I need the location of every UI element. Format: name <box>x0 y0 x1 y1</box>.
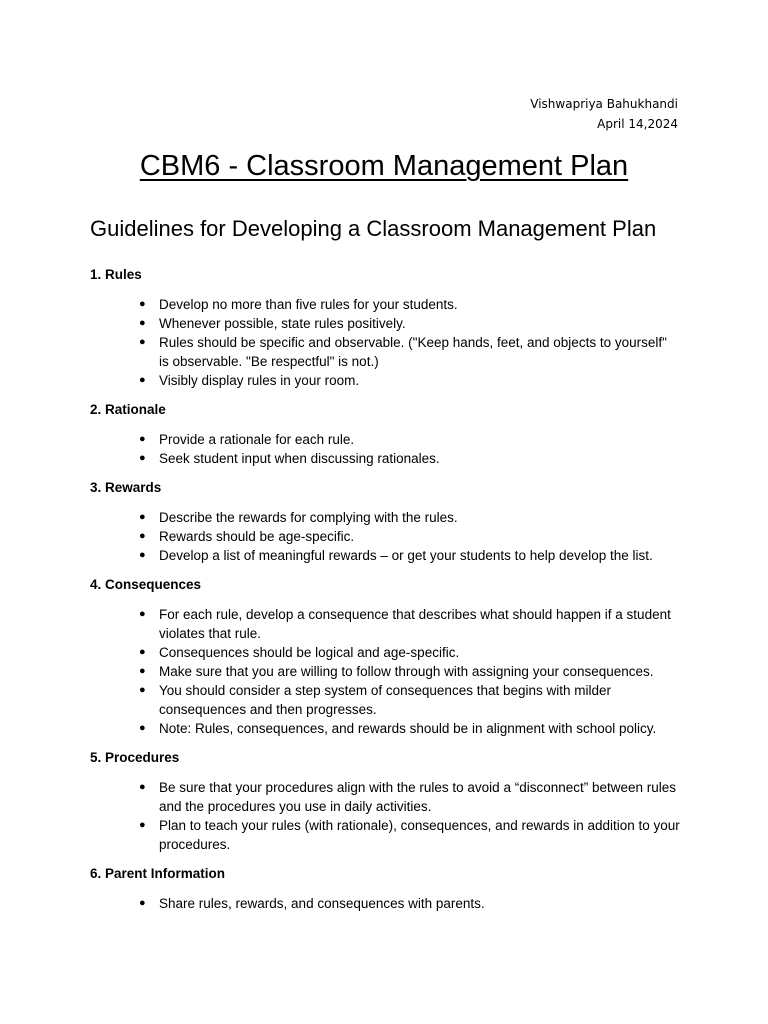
bullet-icon: ● <box>139 819 146 831</box>
bullet-icon: ● <box>139 298 146 310</box>
list-item <box>90 719 680 738</box>
list-item-text: Plan to teach your rules (with rationale), consequences, and rewards in addition to your procedures. <box>159 818 680 852</box>
bullet-icon: ● <box>139 781 146 793</box>
list-item <box>90 662 680 681</box>
list-item <box>90 430 680 449</box>
bullet-icon: ● <box>139 549 146 561</box>
list-item-text: Consequences should be logical and age-specific. <box>159 645 460 660</box>
list-item-text: Rewards should be age-specific. <box>159 529 355 544</box>
section-heading: 6. Parent Information <box>90 866 226 881</box>
list-item-text: You should consider a step system of consequences that begins with milder consequences and then progresses. <box>159 683 612 717</box>
section-heading: 3. Rewards <box>90 480 162 495</box>
bullet-list <box>90 508 680 565</box>
list-item-text: Note: Rules, consequences, and rewards should be in alignment with school policy. <box>159 721 657 736</box>
list-item <box>90 894 680 913</box>
bullet-icon: ● <box>139 897 146 909</box>
list-item-text: Share rules, rewards, and consequences with parents. <box>159 896 485 911</box>
bullet-list <box>90 894 680 913</box>
document-date: April 14,2024 <box>597 117 678 131</box>
list-item-text: Make sure that you are willing to follow through with assigning your consequences. <box>159 664 654 679</box>
list-item-text: Rules should be specific and observable. ("Keep hands, feet, and objects to yourself" is observable. "Be respectful" is not.) <box>159 335 667 369</box>
bullet-icon: ● <box>139 433 146 445</box>
bullet-icon: ● <box>139 452 146 464</box>
author-name: Vishwapriya Bahukhandi <box>530 97 678 111</box>
list-item <box>90 527 680 546</box>
list-item <box>90 333 680 371</box>
list-item <box>90 681 680 719</box>
list-item-text: For each rule, develop a consequence that describes what should happen if a student violates that rule. <box>159 607 671 641</box>
bullet-list <box>90 605 680 738</box>
section-heading: 1. Rules <box>90 267 142 282</box>
bullet-list <box>90 295 680 390</box>
bullet-icon: ● <box>139 665 146 677</box>
list-item <box>90 816 680 854</box>
bullet-list <box>90 778 680 854</box>
section-rewards <box>90 478 680 565</box>
list-item-text: Seek student input when discussing rationales. <box>159 451 440 466</box>
author-block <box>530 94 678 134</box>
bullet-icon: ● <box>139 684 146 696</box>
bullet-icon: ● <box>139 511 146 523</box>
list-item-text: Visibly display rules in your room. <box>159 373 360 388</box>
document-subtitle: Guidelines for Developing a Classroom Management Plan <box>90 216 657 241</box>
section-procedures <box>90 748 680 854</box>
section-rules <box>90 265 680 390</box>
list-item <box>90 508 680 527</box>
list-item-text: Be sure that your procedures align with the rules to avoid a “disconnect” between rules and the procedures you use in daily activities. <box>159 780 677 814</box>
bullet-icon: ● <box>139 646 146 658</box>
section-parent-information <box>90 864 680 913</box>
section-heading: 5. Procedures <box>90 750 180 765</box>
list-item <box>90 605 680 643</box>
section-heading: 4. Consequences <box>90 577 202 592</box>
bullet-icon: ● <box>139 608 146 620</box>
section-heading: 2. Rationale <box>90 402 166 417</box>
bullet-icon: ● <box>139 336 146 348</box>
bullet-icon: ● <box>139 374 146 386</box>
list-item <box>90 643 680 662</box>
section-rationale <box>90 400 680 468</box>
section-consequences <box>90 575 680 738</box>
list-item <box>90 295 680 314</box>
bullet-icon: ● <box>139 722 146 734</box>
list-item <box>90 778 680 816</box>
bullet-icon: ● <box>139 317 146 329</box>
list-item <box>90 371 680 390</box>
list-item <box>90 314 680 333</box>
list-item-text: Develop no more than five rules for your students. <box>159 297 458 312</box>
list-item <box>90 449 680 468</box>
list-item-text: Whenever possible, state rules positively. <box>159 316 406 331</box>
bullet-icon: ● <box>139 530 146 542</box>
list-item-text: Develop a list of meaningful rewards – or get your students to help develop the list. <box>159 548 653 563</box>
guidelines-sections <box>90 265 680 923</box>
list-item <box>90 546 680 565</box>
document-title: CBM6 - Classroom Management Plan <box>139 150 629 182</box>
list-item-text: Provide a rationale for each rule. <box>159 432 355 447</box>
list-item-text: Describe the rewards for complying with the rules. <box>159 510 458 525</box>
bullet-list <box>90 430 680 468</box>
